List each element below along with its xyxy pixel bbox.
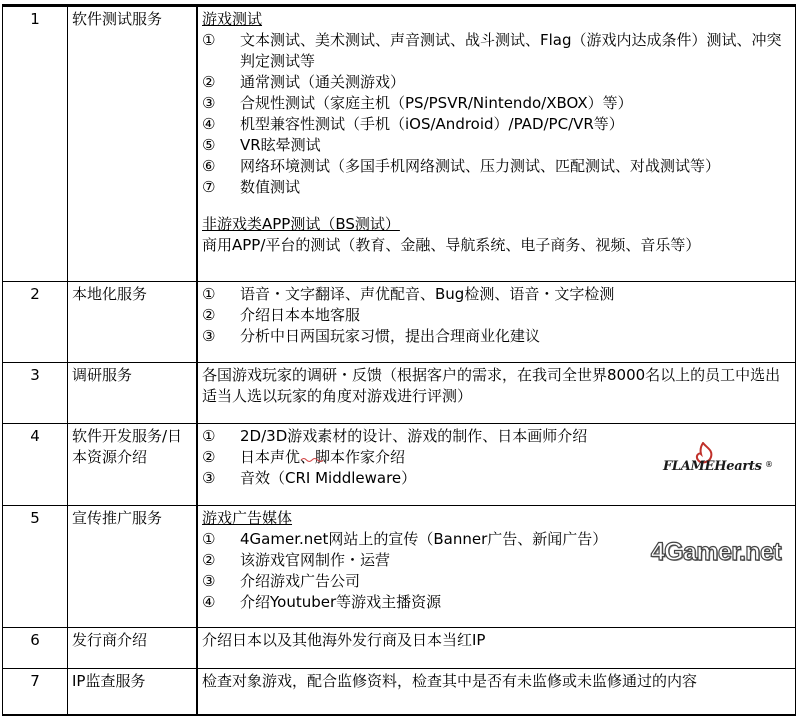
item-text: 分析中日两国玩家习惯，提出合理商业化建议	[240, 327, 541, 345]
item-marker: ①	[202, 530, 216, 548]
item-marker: ⑥	[202, 157, 216, 175]
section-text: 检查对象游戏，配合监修资料，检查其中是否有未监修或未监修通过的内容	[202, 672, 698, 690]
section-heading: 非游戏类APP测试（BS测试）	[202, 215, 400, 233]
item-text: 文本测试、美术测试、声音测试、战斗测试、Flag（游戏内达成条件）测试、冲突判定测试等	[240, 31, 782, 70]
flame-hearts-logo	[663, 442, 773, 486]
service-name: 本地化服务	[68, 282, 198, 363]
item-marker: ②	[202, 306, 216, 324]
item-marker: ③	[202, 572, 216, 590]
service-name: 软件测试服务	[68, 6, 198, 282]
row-number: 6	[3, 628, 68, 669]
table-row	[3, 628, 796, 669]
item-marker: ④	[202, 593, 216, 611]
item-marker: ①	[202, 31, 216, 49]
service-detail	[197, 669, 796, 715]
table-row	[3, 6, 796, 282]
service-detail	[197, 424, 796, 506]
list-item	[202, 93, 791, 114]
services-table	[2, 4, 796, 716]
service-name: IP监查服务	[68, 669, 198, 715]
service-detail	[197, 628, 796, 669]
item-marker: ⑤	[202, 136, 216, 154]
list-item	[202, 114, 791, 135]
item-text: 机型兼容性测试（手机（iOS/Android）/PAD/PC/VR等）	[240, 115, 624, 133]
wavy-underline-mark	[301, 457, 323, 463]
item-text: 日本声优、脚本作家介绍	[240, 448, 406, 466]
row-number: 5	[3, 506, 68, 628]
item-marker: ②	[202, 448, 216, 466]
row-number: 2	[3, 282, 68, 363]
item-text: 介绍日本本地客服	[240, 306, 361, 324]
section-heading: 游戏广告媒体	[202, 509, 293, 527]
list-item	[202, 72, 791, 93]
item-text: 合规性测试（家庭主机（PS/PSVR/Nintendo/XBOX）等）	[240, 94, 633, 112]
table-row	[3, 669, 796, 715]
item-text: 音效（CRI Middleware）	[240, 469, 417, 487]
item-marker: ③	[202, 94, 216, 112]
service-detail	[197, 282, 796, 363]
row-number: 4	[3, 424, 68, 506]
service-detail	[197, 363, 796, 424]
service-detail	[197, 506, 796, 628]
table-row	[3, 424, 796, 506]
table-row	[3, 506, 796, 628]
row-number: 7	[3, 669, 68, 715]
item-text: 网络环境测试（多国手机网络测试、压力测试、匹配测试、对战测试等）	[240, 157, 721, 175]
section-text: 各国游戏玩家的调研・反馈（根据客户的需求，在我司全世界8000名以上的员工中选出适当人选以玩家的角度对游戏进行评测）	[202, 366, 781, 405]
item-marker: ②	[202, 551, 216, 569]
item-text: 4Gamer.net网站上的宣传（Banner广告、新闻广告）	[240, 530, 608, 548]
list-item	[202, 177, 791, 198]
service-name: 发行商介绍	[68, 628, 198, 669]
item-text: 语音・文字翻译、声优配音、Bug检测、语音・文字检测	[240, 285, 615, 303]
table-row	[3, 282, 796, 363]
item-text: 介绍Youtuber等游戏主播资源	[240, 593, 442, 611]
item-marker: ④	[202, 115, 216, 133]
item-text: 介绍游戏广告公司	[240, 572, 361, 590]
item-marker: ①	[202, 427, 216, 445]
item-marker: ⑦	[202, 178, 216, 196]
item-marker: ③	[202, 469, 216, 487]
4gamer-logo: 4Gamer.net	[650, 538, 781, 566]
section-heading: 游戏测试	[202, 10, 263, 28]
item-text: 通常测试（通关测游戏）	[240, 73, 406, 91]
item-text: 数值测试	[240, 178, 301, 196]
list-item	[202, 571, 791, 592]
item-marker: ②	[202, 73, 216, 91]
section-text: 商用APP/平台的测试（教育、金融、导航系统、电子商务、视频、音乐等）	[202, 236, 701, 254]
list-item	[202, 30, 791, 72]
list-item	[202, 135, 791, 156]
service-name: 宣传推广服务	[68, 506, 198, 628]
item-text: VR眩晕测试	[240, 136, 321, 154]
list-item	[202, 156, 791, 177]
table-row	[3, 363, 796, 424]
row-number: 3	[3, 363, 68, 424]
service-name: 软件开发服务/日本资源介绍	[68, 424, 198, 506]
row-number: 1	[3, 6, 68, 282]
service-name: 调研服务	[68, 363, 198, 424]
list-item	[202, 326, 791, 347]
item-marker: ①	[202, 285, 216, 303]
list-item	[202, 592, 791, 613]
spacer	[202, 198, 791, 214]
item-text: 该游戏官网制作・运营	[240, 551, 391, 569]
section-text: 介绍日本以及其他海外发行商及日本当红IP	[202, 631, 486, 649]
list-item	[202, 284, 791, 305]
service-detail	[197, 6, 796, 282]
registered-mark: ®	[765, 460, 773, 469]
flame-hearts-logo-text: FLAMEHearts	[663, 459, 762, 474]
item-text: 2D/3D游戏素材的设计、游戏的制作、日本画师介绍	[240, 427, 588, 445]
list-item	[202, 305, 791, 326]
item-marker: ③	[202, 327, 216, 345]
